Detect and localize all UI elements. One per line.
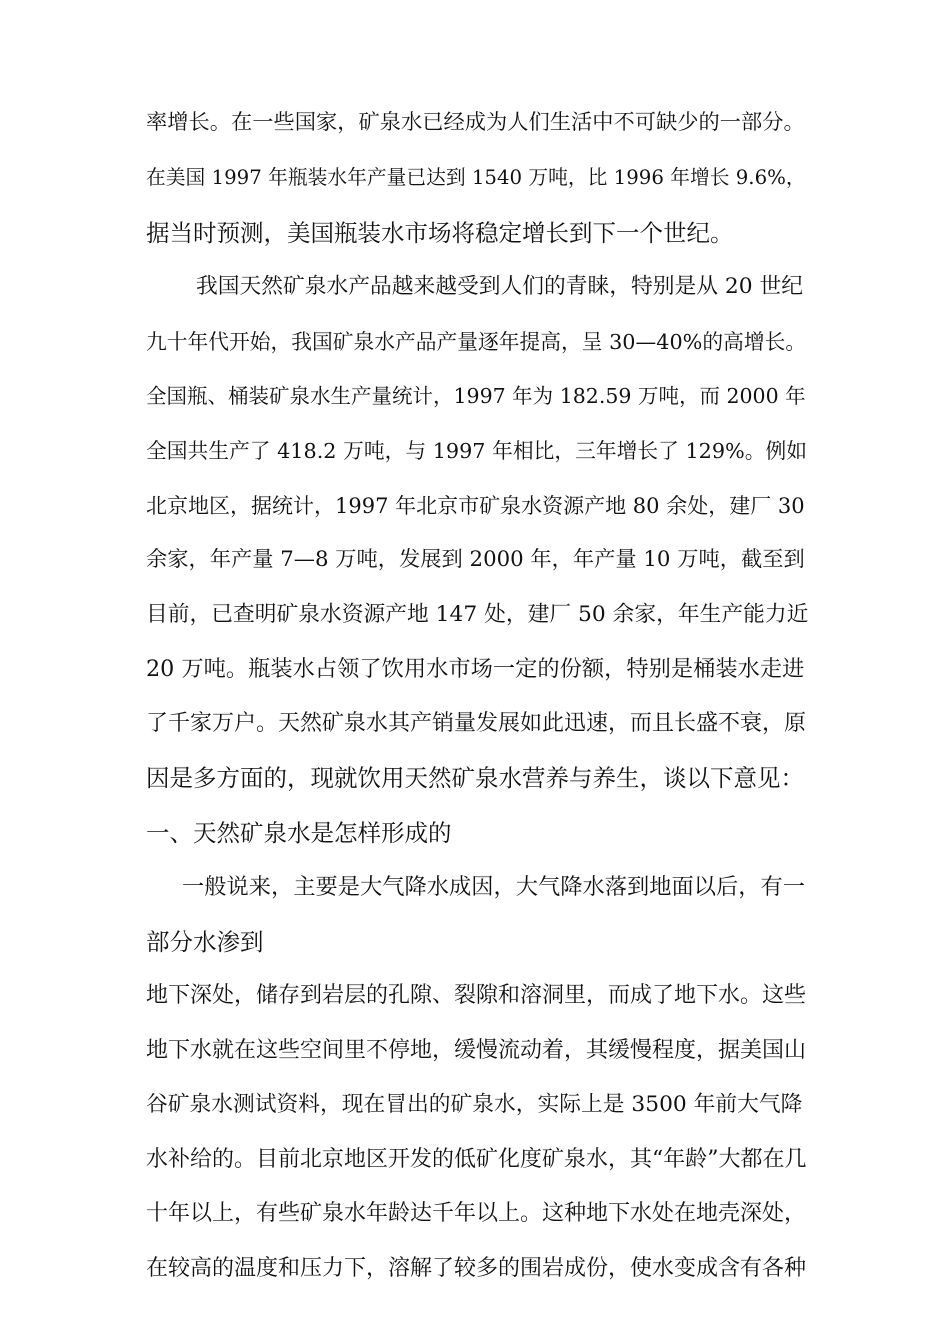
text-line: 在美国 1997 年瓶装水年产量已达到 1540 万吨，比 1996 年增长 9.6%， xyxy=(146,166,806,189)
text-line: 十年以上，有些矿泉水年龄达千年以上。这种地下水处在地壳深处， xyxy=(146,1201,807,1226)
text-line: 20 万吨。瓶装水占领了饮用水市场一定的份额，特别是桶装水走进 xyxy=(146,656,805,682)
text-line: 目前，已查明矿泉水资源产地 147 处，建厂 50 余家，年生产能力近 xyxy=(146,602,809,627)
text-line: 全国瓶、桶装矿泉水生产量统计，1997 年为 182.59 万吨，而 2000 年 xyxy=(146,384,806,408)
text-line: 水补给的。目前北京地区开发的低矿化度矿泉水，其“年龄”大都在几 xyxy=(146,1147,807,1172)
text-line: 了千家万户。天然矿泉水其产销量发展如此迅速，而且长盛不衰，原 xyxy=(146,711,807,736)
text-line: 九十年代开始，我国矿泉水产品产量逐年提高，呈 30—40%的高增长。 xyxy=(146,330,807,354)
text-line: 地下水就在这些空间里不停地，缓慢流动着，其缓慢程度，据美国山 xyxy=(146,1038,807,1063)
text-line: 北京地区，据统计，1997 年北京市矿泉水资源产地 80 余处，建厂 30 xyxy=(146,494,805,518)
text-line: 全国共生产了 418.2 万吨，与 1997 年相比，三年增长了 129%。例如 xyxy=(146,439,808,463)
paragraph-first-line: 一般说来，主要是大气降水成因，大气降水落到地面以后，有一 xyxy=(182,874,805,900)
text-line: 率增长。在一些国家，矿泉水已经成为人们生活中不可缺少的一部分。 xyxy=(146,110,805,135)
section-heading: 一、天然矿泉水是怎样形成的 xyxy=(146,819,452,847)
text-line: 在较高的温度和压力下，溶解了较多的围岩成份，使水变成含有各种 xyxy=(146,1256,807,1281)
paragraph-first-line: 我国天然矿泉水产品越来越受到人们的青睐，特别是从 20 世纪 xyxy=(196,274,804,299)
text-line: 余家，年产量 7—8 万吨，发展到 2000 年，年产量 10 万吨，截至到 xyxy=(146,547,805,572)
text-line: 据当时预测，美国瓶装水市场将稳定增长到下一个世纪。 xyxy=(146,219,734,247)
text-line: 地下深处，储存到岩层的孔隙、裂隙和溶洞里，而成了地下水。这些 xyxy=(146,983,807,1008)
text-line: 谷矿泉水测试资料，现在冒出的矿泉水，实际上是 3500 年前大气降 xyxy=(146,1092,803,1117)
text-line: 部分水渗到 xyxy=(146,928,264,956)
text-line: 因是多方面的，现就饮用天然矿泉水营养与养生，谈以下意见： xyxy=(146,764,804,792)
